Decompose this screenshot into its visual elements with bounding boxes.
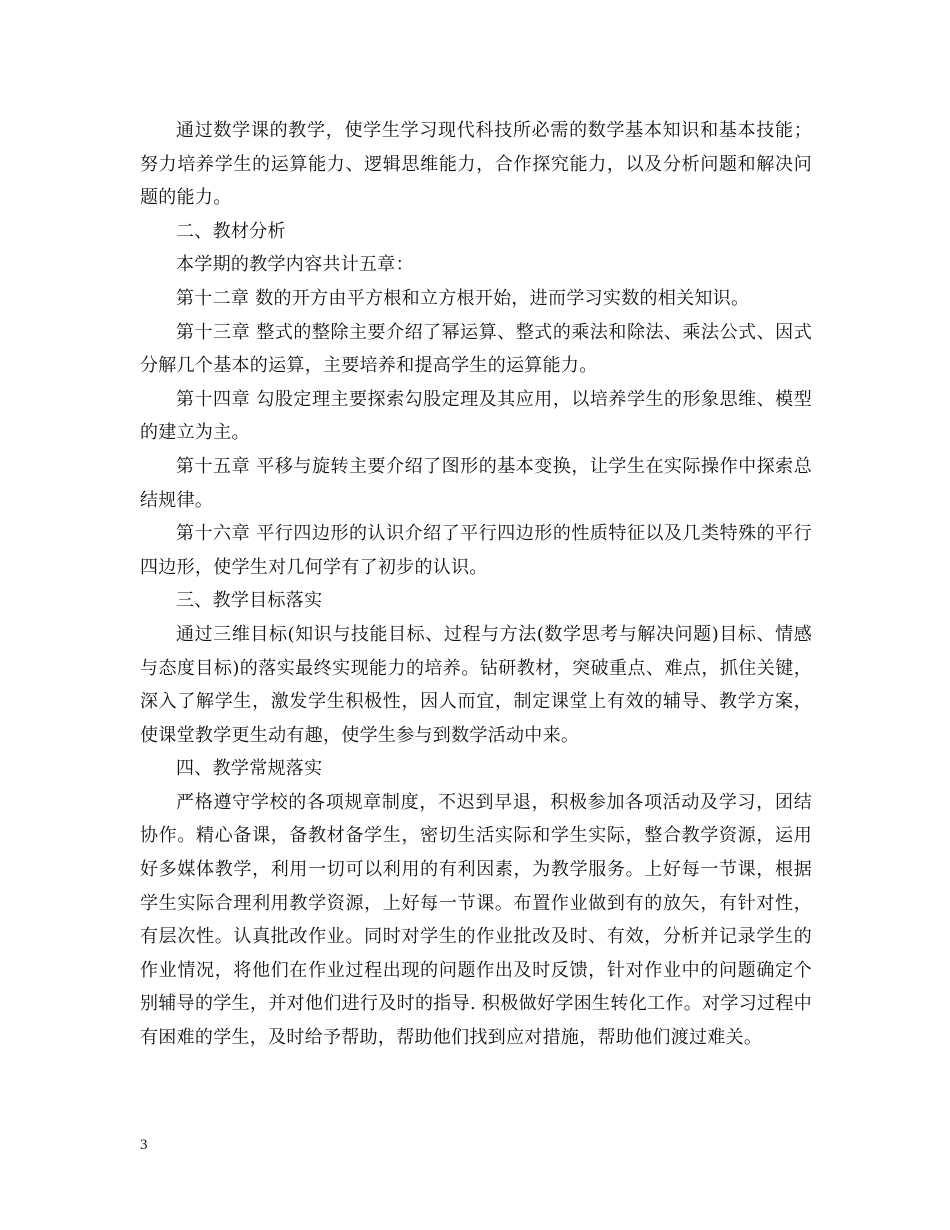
heading-textbook-analysis: 二、教材分析 [176,220,286,242]
paragraph-chapter-12: 第十二章 数的开方由平方根和立方根开始，进而学习实数的相关知识。 [176,287,750,309]
paragraph-chapter-13: 第十三章 整式的整除主要介绍了幂运算、整式的乘法和除法、乘法公式、因式分解几个基本的运算，主要培养和提高学生的运算能力。 [140,321,812,377]
paragraph-chapter-count: 本学期的教学内容共计五章： [176,254,414,276]
paragraph-teaching-goals: 通过三维目标(知识与技能目标、过程与方法(数学思考与解决问题)目标、情感与态度目标)的落实最终实现能力的培养。钻研教材，突破重点、难点，抓住关键，深入了解学生，激发学生积极性，因人而宜，制定课堂上有效的辅导、教学方案，使课堂教学更生动有趣，使学生参与到数学活动中来。 [140,623,812,746]
heading-teaching-routine: 四、教学常规落实 [176,758,323,780]
paragraph-teaching-routine: 严格遵守学校的各项规章制度，不迟到早退，积极参加各项活动及学习，团结协作。精心备课，备教材备学生，密切生活实际和学生实际，整合教学资源，运用好多媒体教学，利用一切可以利用的有利因素，为教学服务。上好每一节课，根据学生实际合理利用教学资源，上好每一节课。布置作业做到有的放矢，有针对性，有层次性。认真批改作业。同时对学生的作业批改及时、有效，分析并记录学生的作业情况，将他们在作业过程出现的问题作出及时反馈，针对作业中的问题确定个别辅导的学生，并对他们进行及时的指导. 积极做好学困生转化工作。对学习过程中有困难的学生，及时给予帮助，帮助他们找到应对措施，帮助他们渡过难关。 [140,791,812,1049]
paragraph-goal-intro: 通过数学课的教学，使学生学习现代科技所必需的数学基本知识和基本技能；努力培养学生的运算能力、逻辑思维能力，合作探究能力，以及分析问题和解决问题的能力。 [140,120,812,209]
paragraph-chapter-15: 第十五章 平移与旋转主要介绍了图形的基本变换，让学生在实际操作中探索总结规律。 [140,455,812,511]
page-number: 3 [140,1137,148,1153]
paragraph-chapter-14: 第十四章 勾股定理主要探索勾股定理及其应用，以培养学生的形象思维、模型的建立为主。 [140,388,812,444]
paragraph-chapter-16: 第十六章 平行四边形的认识介绍了平行四边形的性质特征以及几类特殊的平行四边形，使学生对几何学有了初步的认识。 [140,523,812,578]
heading-teaching-goals: 三、教学目标落实 [176,590,323,612]
document-body [140,114,812,1055]
